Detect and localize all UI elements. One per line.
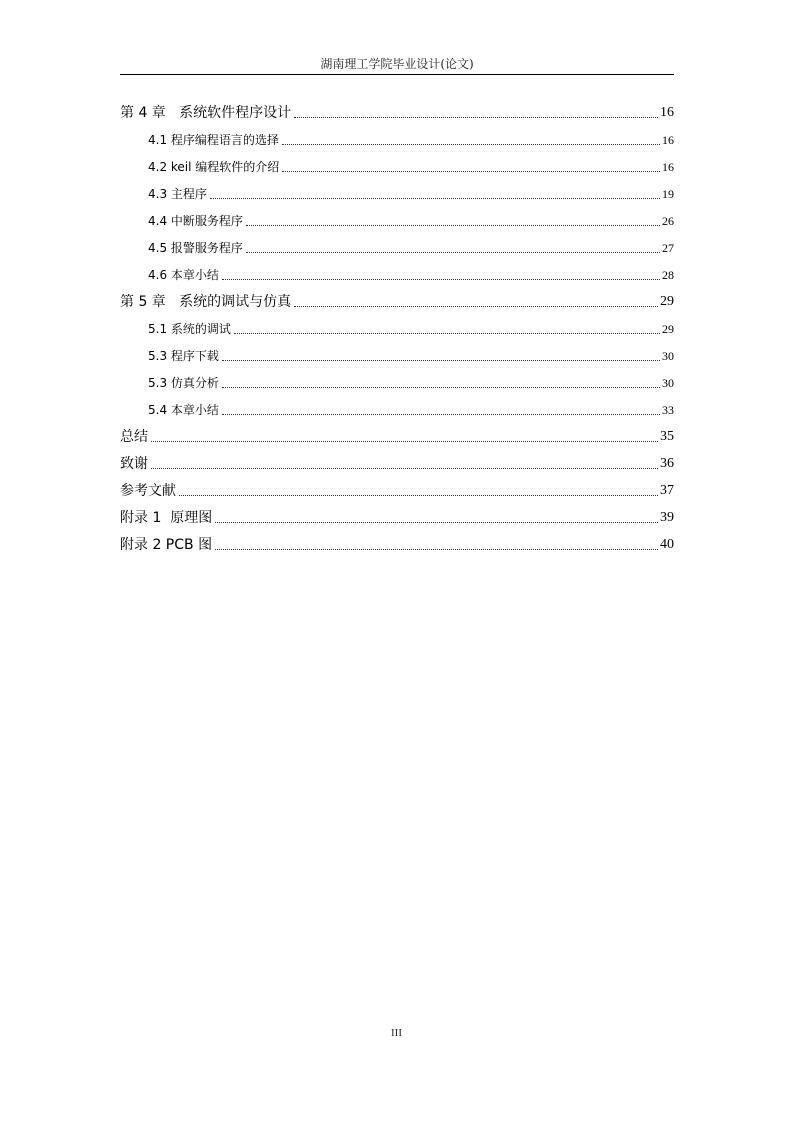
toc-dot-leader xyxy=(210,198,660,199)
toc-section-entry[interactable] xyxy=(120,206,674,233)
running-header: 湖南理工学院毕业设计(论文) xyxy=(320,57,474,71)
toc-entry-label: 附录 2 PCB 图 xyxy=(120,537,213,553)
toc-section-entry[interactable] xyxy=(120,314,674,341)
toc-dot-leader xyxy=(151,468,658,469)
toc-section-entry[interactable] xyxy=(120,395,674,422)
toc-chapter-entry[interactable] xyxy=(120,530,674,557)
toc-section-entry[interactable] xyxy=(120,179,674,206)
toc-entry-label: 5.1 系统的调试 xyxy=(148,322,231,336)
toc-entry-page-number: 30 xyxy=(662,349,674,363)
toc-dot-leader xyxy=(234,333,660,334)
toc-entry-page-number: 30 xyxy=(662,376,674,390)
toc-dot-leader xyxy=(282,144,660,145)
toc-entry-label: 4.2 keil 编程软件的介绍 xyxy=(148,160,280,174)
toc-dot-leader xyxy=(294,117,658,118)
toc-entry-label: 4.1 程序编程语言的选择 xyxy=(148,133,279,147)
toc-entry-page-number: 39 xyxy=(660,510,674,525)
toc-dot-leader xyxy=(222,360,660,361)
toc-section-entry[interactable] xyxy=(120,341,674,368)
toc-entry-page-number: 37 xyxy=(660,483,674,498)
toc-entry-label: 致谢 xyxy=(120,456,148,472)
toc-entry-label: 总结 xyxy=(120,429,148,445)
toc-entry-page-number: 36 xyxy=(660,456,674,471)
toc-entry-page-number: 35 xyxy=(660,429,674,444)
toc-entry-label: 5.4 本章小结 xyxy=(148,403,219,417)
toc-entry-page-number: 16 xyxy=(660,105,674,120)
toc-entry-label: 5.3 程序下载 xyxy=(148,349,219,363)
toc-entry-page-number: 28 xyxy=(662,268,674,282)
toc-entry-page-number: 33 xyxy=(662,403,674,417)
toc-section-entry[interactable] xyxy=(120,368,674,395)
toc-entry-label: 第 4 章 系统软件程序设计 xyxy=(120,105,292,121)
toc-dot-leader xyxy=(151,441,658,442)
toc-entry-page-number: 27 xyxy=(662,241,674,255)
table-of-contents xyxy=(120,98,674,557)
toc-entry-label: 5.3 仿真分析 xyxy=(148,376,219,390)
toc-dot-leader xyxy=(246,225,660,226)
toc-dot-leader xyxy=(246,252,660,253)
toc-section-entry[interactable] xyxy=(120,233,674,260)
toc-entry-label: 4.5 报警服务程序 xyxy=(148,241,243,255)
toc-dot-leader xyxy=(215,549,658,550)
toc-dot-leader xyxy=(222,279,660,280)
toc-dot-leader xyxy=(179,495,658,496)
page-number: III xyxy=(391,1027,402,1039)
toc-chapter-entry[interactable] xyxy=(120,422,674,449)
toc-entry-label: 4.4 中断服务程序 xyxy=(148,214,243,228)
toc-dot-leader xyxy=(282,171,660,172)
toc-entry-page-number: 26 xyxy=(662,214,674,228)
toc-entry-label: 4.6 本章小结 xyxy=(148,268,219,282)
toc-entry-label: 参考文献 xyxy=(120,483,176,499)
toc-entry-page-number: 29 xyxy=(662,322,674,336)
toc-chapter-entry[interactable] xyxy=(120,503,674,530)
toc-entry-page-number: 40 xyxy=(660,537,674,552)
toc-chapter-entry[interactable] xyxy=(120,449,674,476)
toc-chapter-entry[interactable] xyxy=(120,476,674,503)
toc-entry-page-number: 16 xyxy=(662,160,674,174)
toc-entry-label: 4.3 主程序 xyxy=(148,187,207,201)
toc-dot-leader xyxy=(215,522,658,523)
toc-dot-leader xyxy=(222,387,660,388)
toc-entry-label: 附录 1 原理图 xyxy=(120,510,213,526)
toc-entry-label: 第 5 章 系统的调试与仿真 xyxy=(120,294,292,310)
toc-chapter-entry[interactable] xyxy=(120,98,674,125)
toc-dot-leader xyxy=(222,414,660,415)
toc-section-entry[interactable] xyxy=(120,125,674,152)
toc-section-entry[interactable] xyxy=(120,260,674,287)
header-rule xyxy=(120,74,674,75)
toc-entry-page-number: 29 xyxy=(660,294,674,309)
toc-entry-page-number: 16 xyxy=(662,133,674,147)
toc-section-entry[interactable] xyxy=(120,152,674,179)
toc-entry-page-number: 19 xyxy=(662,187,674,201)
toc-dot-leader xyxy=(294,306,658,307)
toc-chapter-entry[interactable] xyxy=(120,287,674,314)
